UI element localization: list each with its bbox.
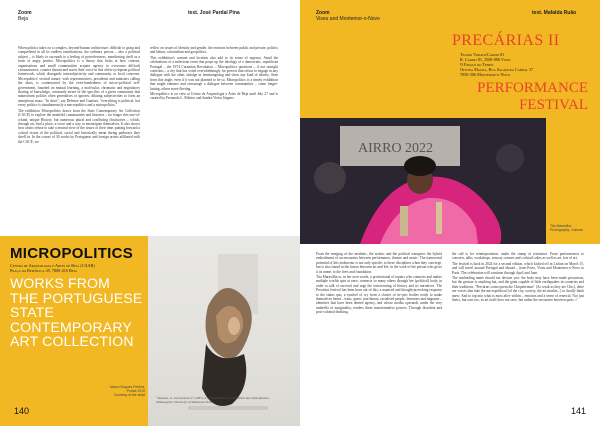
performer-image [300,118,546,244]
subtitle-line: CONTEMPORARY [10,318,132,335]
venue-line: Teatro Viriato/Carmo 81 [460,52,505,57]
subtitle-line: WORKS FROM [10,275,110,291]
caption-line: Mauro Nogues Pereira, Portas 2019 [109,385,145,393]
left-title: MICROPOLITICS [10,245,134,262]
paragraph: Micropolitics is on view at Centro de Arqueologia e Artes de Beja until July 27 and is curated by Fernando L. Ribeiro and Sandra Vieira Jürgens. [150,92,278,101]
left-page-number: 140 [14,406,30,416]
paragraph: The misleading name should not deviate you: the body may have been made precarious, but the gesture is anything but, and the giant capable of little earthquakes in countries and their traditions. "Precárias como quem diz Chiquérrimas" (As weak as they are Chic), there are voices that take the micropolitical (of the city, society, the art market...) to finally think anew. And to tap into what is most alive within – emotion and a sense of renewal. Not just theirs, but ours too, as art itself does not save, but rather the encounter between parts. // [452,276,584,303]
caption-line: Photography: Gaivota [550,228,583,232]
venue-line: O Espaço do Tempo [460,62,494,67]
left-photo-caption [100,385,145,397]
venue-line: R. Carmo 81, 3500-096 Viseu [460,57,511,62]
left-subtitle [10,276,142,349]
left-section-label: Zoom Beja [18,10,32,22]
venue-line: Centro de Arqueologia e Artes de Beja (CAAB) [10,263,95,268]
paragraph: When politics takes on a complex, beyond-human architecture, difficult to grasp and comprehend in all its endless ramifications, the ordinary person – also a political subject – is likely to succumb to a feeling of powerlessness, manifesting itself as a form of angry protest. Micropolitics is a theory that looks at how citizens, organisations and small communities acquire agency to overcome difficult circumstances, counter dissent and assert their voice in this often-cyclopean political framework, which disregards intersubjectivity and community or local concerns. Micropolitics' vertical nature, with representatives, presidents and ministers calling the shots, is counteracted by the even-handedness of micro-political self-government, founded on mutual learning, a molecular, chromatic and negotiatory sharing of knowledge, constantly aware of the specifics of a given community that mainstream politics often generalises or ignores, diluting subjectivities to form an amorphous mass. "In short", say Deleuze and Guattari, "everything is political, but every politics is simultaneously a macropolitics and a micropolitics." [18,46,140,108]
paragraph: the call is for reinterpretation, under the stamp of resistance. From performances to concerts, talks, workshops, sensory courses and cocktail cakes as well as art, lots of art. [452,252,584,261]
right-city-label: Viseu and Montemor-o-Novo [316,16,380,22]
left-city-label: Beja [18,16,29,22]
caption-line: Courtesy of the artist [113,393,145,397]
caption-line: Tita Maravilha [550,224,572,228]
venue-line: Praça da República 45, 7800-416 Beja [10,268,77,273]
paragraph: reflect on issues of identity and gender, the tensions between public and private, politics and labour, colonialism and geopolitics. [150,46,278,55]
paragraph: The exhibition Micropolitics draws from the State Contemporary Art Collection (CACE) to explore the manifold communities and histories – no longer this one-of-a-kind, unique History, but numerous plural and conflicting (his)stories – which, through art, find a place, a voice and a way to emancipate themselves. It also shows how artists refuse to take a neutral view of the issues of their time, putting forward a critical vision of the political, social and historically mean during pathways they dwell in. In the course of 30 works by Portuguese and foreign artists affiliated with the CACE, we [18,108,140,144]
subtitle-line: ART COLLECTION [10,333,134,349]
right-page-number: 141 [570,406,586,416]
subtitle-line: THE PORTUGUESE [10,289,143,306]
paragraph: From the merging of the aesthetic, the artistic and the political transpires the hybrid embodiment of an encounter between performance, theatre and music. The transversal potential of this endeavour is not only specific to these disciplines when they converge, but is also found in the fusion between art and life, in the work of the person who gives it its name, to the lives and foundation. [316,252,442,274]
left-column-2 [150,46,278,242]
subtitle-line: FESTIVAL [519,97,588,113]
right-subtitle [450,80,588,114]
paragraph: This exhibition's content and location also add to its sense of urgency. Amid the celebrations of a milestone event that props up the ideology of a democratic, republican Portugal – the 1974 Carnation Revolution – Micropolitics questions – if not outright confronts – a city that has voted overwhelmingly for powers that refuse to engage in any dialogue with the other, indulge in fearmongering and show any kind of alterity. Seen from this angle, even if it was not planned to be so, Micropolitics is a timely exhibition that might enhance and encourage a dialogue between communities – some longer-lasting, others more fleeting. [150,55,278,91]
venue-line: 7050-306 Montemor-o-Novo [460,72,511,77]
paragraph: The festival is back in 2024 for a second edition, which kicked off in Lisbon on March 15, and will travel around Portugal and abroad – from Porto, Viseu and Montemor-o-Novo to Paris. The celebration will continue through April and June. [452,261,584,275]
right-photo [300,118,546,244]
right-column-2 [452,252,584,402]
right-venue [460,52,590,77]
right-page [300,0,600,426]
subtitle-line: STATE [10,304,55,320]
right-photo-caption [550,224,598,232]
right-column-1 [316,252,442,402]
right-byline: text. Mafalda Ruão [532,10,577,16]
left-byline: text. José Pardal Pina [188,10,240,16]
right-title: PRECÁRIAS II [452,32,560,49]
venue-line: Oficina Magna, Rua Sacadura Cabral 37 [460,67,534,72]
svg-text:AIRRO 2022: AIRRO 2022 [358,141,434,156]
left-footnote: ¹ Deleuze, G. and Guattari, F. (1987). A thousand plateaus: capitalism and schizophrenia. Minneapolis: University of Minnesota Press. [156,396,270,404]
left-venue [10,263,140,273]
left-column-1 [18,46,140,242]
right-section-label: Zoom Viseu and Montemor-o-Novo [316,10,380,22]
subtitle-line: PERFORMANCE [477,80,588,96]
paragraph: Tita Maravilha or, in her own words, a professional of repairs who connects and makes multiple worlds spin at once, connects so many others through her (political) body, in order to talk of survival and urge the restructuring of history and its narratives. The Precárias festival has been born out of this, a nuanced and thought-provoking response to the status quo, a symbol of cry from a cluster of in-sync bodies ready to make themselves heard – trans, queer, non-binary, racialised people, feminists and migrants – identities that have been denied agency, and whose modus operandi, under the very umbrella of marginality, renders them transformative powers. Through dissident and post-colonial thinking, [316,275,442,315]
